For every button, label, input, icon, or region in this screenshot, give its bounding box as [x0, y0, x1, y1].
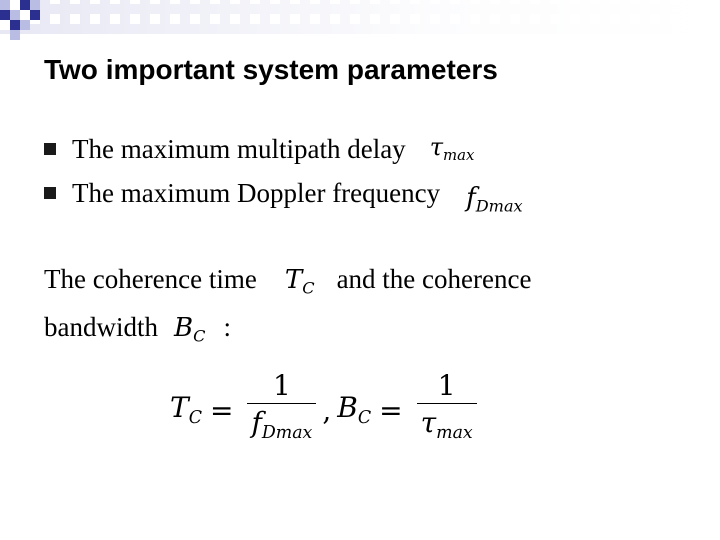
bullet-text: The maximum Doppler frequency: [72, 177, 441, 208]
formula-equals: =: [379, 393, 403, 427]
math-tau-max: $\tau_{max}$: [429, 133, 475, 165]
fraction-numerator: 1: [272, 369, 291, 403]
fraction-numerator: 1: [437, 369, 456, 403]
formula-bc: $B_C$: [337, 391, 372, 429]
formula-fraction-2: [417, 369, 477, 450]
paragraph-text: :: [223, 312, 231, 342]
fraction-denominator: $\tau_{max}$: [420, 406, 473, 444]
corner-squares-decoration: [0, 0, 60, 40]
paragraph-text: The coherence time: [44, 264, 257, 294]
paragraph-text: bandwidth: [44, 312, 158, 342]
formula-fraction-1: [247, 369, 316, 450]
coherence-formula: [170, 368, 483, 452]
math-b-c: $B_C$: [174, 313, 206, 346]
coherence-paragraph-line-1: [44, 264, 531, 298]
paragraph-text: and the coherence: [336, 264, 532, 294]
bullet-text: The maximum multipath delay: [72, 133, 406, 164]
bullet-item-multipath-delay: [44, 132, 474, 166]
bullet-square-icon: [44, 187, 56, 199]
fraction-denominator: $f_{Dmax}$: [251, 406, 313, 444]
math-t-c: $T_C$: [284, 265, 315, 298]
math-f-dmax: $f_{Dmax}$: [466, 182, 523, 216]
decorative-checker-strip: [0, 0, 720, 34]
bullet-square-icon: [44, 143, 56, 155]
formula-separator: ,: [322, 393, 332, 427]
formula-equals: =: [209, 393, 234, 427]
formula-tc: $T_C$: [170, 391, 202, 429]
coherence-paragraph-line-2: [44, 312, 231, 346]
slide-title: Two important system parameters: [44, 54, 498, 85]
bullet-item-doppler-frequency: [44, 176, 523, 216]
